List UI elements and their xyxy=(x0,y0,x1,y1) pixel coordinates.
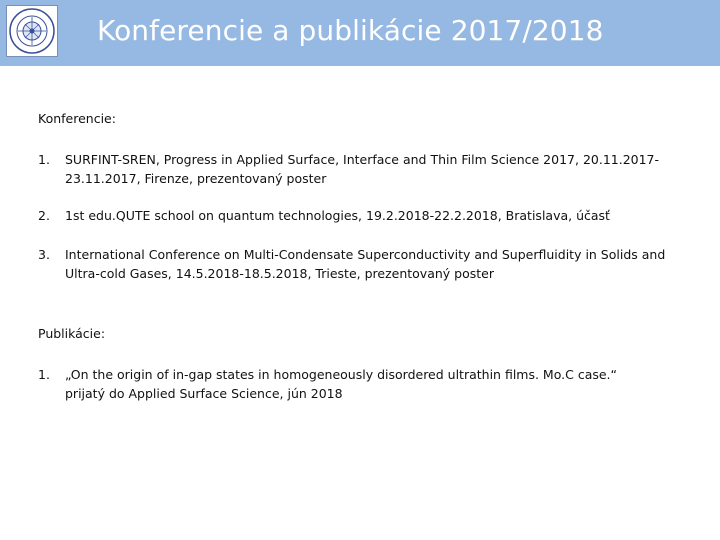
list-item-conference-3 xyxy=(38,245,708,283)
page-title: Konferencie a publikácie 2017/2018 xyxy=(97,14,604,47)
list-text-line1: 1st edu.QUTE school on quantum technologies, 19.2.2018-22.2.2018, Bratislava, účasť xyxy=(65,208,610,223)
list-number: 1. xyxy=(38,152,50,167)
list-text-line1: International Conference on Multi-Condensate Superconductivity and Superfluidity in Solids and xyxy=(65,247,666,262)
list-item-conference-2 xyxy=(38,206,708,225)
publications-heading: Publikácie: xyxy=(38,326,106,341)
list-text-line1: „On the origin of in-gap states in homogeneously disordered ultrathin films. Mo.C case.“ xyxy=(65,367,618,382)
list-text-line2: 23.11.2017, Firenze, prezentovaný poster xyxy=(65,171,327,186)
list-text-line2: prijatý do Applied Surface Science, jún 2018 xyxy=(65,386,343,401)
list-number: 3. xyxy=(38,247,50,262)
logo-seal-icon xyxy=(7,6,57,56)
list-item-conference-1 xyxy=(38,150,708,188)
list-number: 1. xyxy=(38,367,50,382)
institution-logo xyxy=(6,5,58,57)
list-item-publication-1 xyxy=(38,365,708,403)
list-text-line2: Ultra-cold Gases, 14.5.2018-18.5.2018, Trieste, prezentovaný poster xyxy=(65,266,494,281)
title-bar xyxy=(0,0,720,66)
list-number: 2. xyxy=(38,208,50,223)
list-text-line1: SURFINT-SREN, Progress in Applied Surface, Interface and Thin Film Science 2017, 20.11.2017- xyxy=(65,152,660,167)
conferences-heading: Konferencie: xyxy=(38,111,116,126)
